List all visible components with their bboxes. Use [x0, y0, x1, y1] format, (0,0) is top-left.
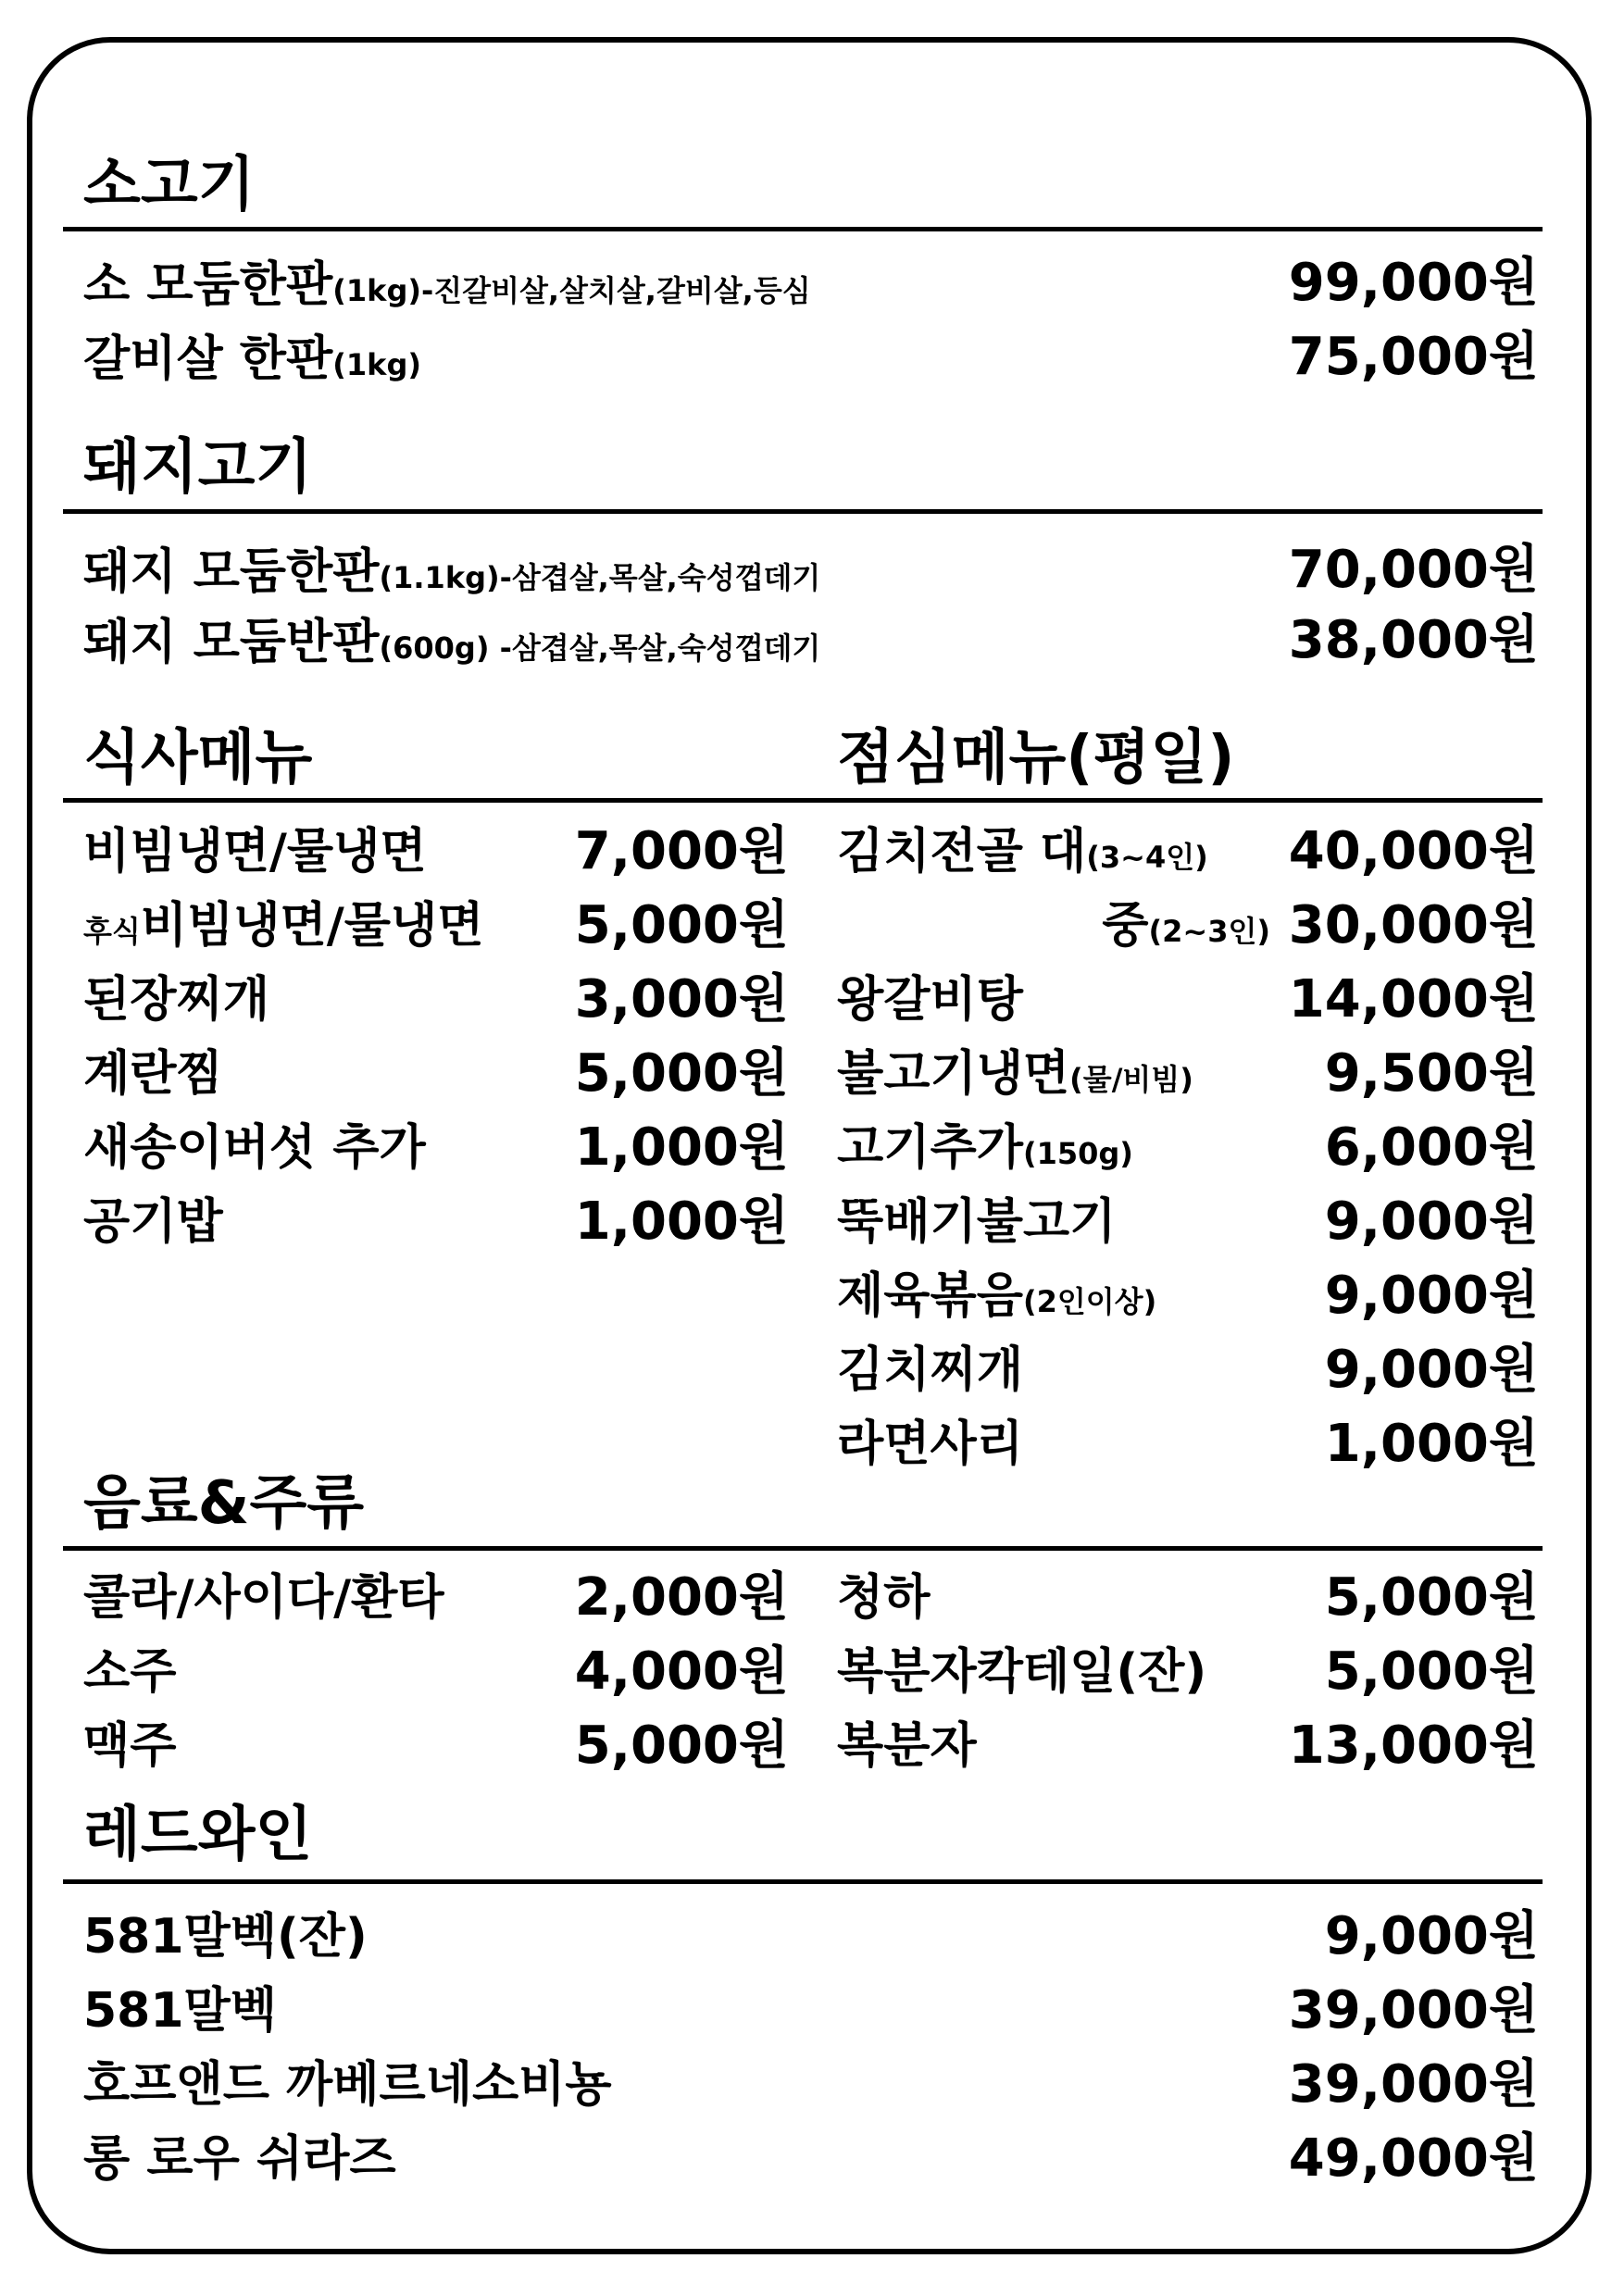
menu-price: 9,000원	[1324, 1340, 1539, 1400]
section-title-lunch: 점심메뉴(평일)	[837, 724, 1235, 792]
menu-item: 김치찌개	[837, 1342, 1023, 1398]
menu-item: 돼지 모둠반판(600g) -삼겹살,목살,숙성껍데기	[83, 615, 821, 670]
section-title-drinks: 음료&주류	[83, 1469, 365, 1538]
menu-item: 청하	[837, 1570, 931, 1626]
section-divider	[63, 1879, 1543, 1884]
menu-item: 롱 로우 쉬라즈	[83, 2131, 396, 2187]
menu-item: 불고기냉면(물/비빔)	[837, 1046, 1193, 1102]
menu-price: 9,000원	[1324, 1906, 1539, 1966]
menu-item: 581말벡	[83, 1983, 278, 2039]
section-divider	[63, 509, 1543, 514]
section-divider	[63, 227, 1543, 231]
menu-item: 돼지 모둠한판(1.1kg)-삼겹살,목살,숙성껍데기	[83, 544, 821, 600]
menu-item: 중(2~3인)	[1102, 898, 1270, 954]
menu-item: 뚝배기불고기	[837, 1194, 1117, 1250]
menu-item: 고기추가(150g)	[837, 1120, 1133, 1176]
menu-item: 맥주	[83, 1718, 177, 1774]
menu-price: 1,000원	[574, 1192, 789, 1252]
menu-price: 1,000원	[574, 1117, 789, 1178]
menu-price: 5,000원	[574, 1716, 789, 1776]
menu-item: 공기밥	[83, 1194, 223, 1250]
menu-item: 왕갈비탕	[837, 972, 1023, 1028]
menu-price: 9,500원	[1324, 1043, 1539, 1104]
menu-item: 소주	[83, 1644, 177, 1700]
section-title-meal: 식사메뉴	[83, 724, 313, 792]
menu-item: 호프앤드 까베르네소비뇽	[83, 2057, 612, 2113]
menu-item: 새송이버섯 추가	[83, 1120, 426, 1176]
menu-price: 39,000원	[1288, 2054, 1539, 2115]
section-divider	[63, 798, 1543, 803]
menu-price: 5,000원	[1324, 1567, 1539, 1628]
menu-item: 복분자칵테일(잔)	[837, 1644, 1207, 1700]
menu-price: 14,000원	[1288, 969, 1539, 1029]
menu-price: 9,000원	[1324, 1266, 1539, 1326]
menu-price: 39,000원	[1288, 1980, 1539, 2040]
menu-item: 581말벡(잔)	[83, 1909, 368, 1965]
menu-item: 라면사리	[837, 1416, 1023, 1472]
menu-price: 70,000원	[1288, 540, 1539, 600]
menu-price: 38,000원	[1288, 610, 1539, 670]
menu-price: 40,000원	[1288, 821, 1539, 881]
menu-price: 5,000원	[574, 1043, 789, 1104]
menu-item: 소 모둠한판(1kg)-진갈비살,살치살,갈비살,등심	[83, 257, 811, 313]
menu-item: 비빔냉면/물냉면	[83, 824, 427, 880]
menu-price: 7,000원	[574, 821, 789, 881]
menu-price: 75,000원	[1288, 327, 1539, 387]
menu-price: 5,000원	[1324, 1641, 1539, 1702]
menu-price: 5,000원	[574, 895, 789, 955]
menu-price: 99,000원	[1288, 253, 1539, 313]
menu-item: 제육볶음(2인이상)	[837, 1268, 1157, 1324]
menu-price: 13,000원	[1288, 1716, 1539, 1776]
menu-item: 김치전골 대(3~4인)	[837, 824, 1208, 880]
section-divider	[63, 1546, 1543, 1551]
menu-item: 계란찜	[83, 1046, 223, 1102]
menu-item: 복분자	[837, 1718, 977, 1774]
section-title-pork: 돼지고기	[83, 433, 313, 502]
section-title-beef: 소고기	[83, 151, 256, 219]
menu-price: 49,000원	[1288, 2128, 1539, 2189]
menu-price: 2,000원	[574, 1567, 789, 1628]
menu-price: 3,000원	[574, 969, 789, 1029]
menu-item: 콜라/사이다/환타	[83, 1570, 444, 1626]
menu-price: 9,000원	[1324, 1192, 1539, 1252]
menu-price: 30,000원	[1288, 895, 1539, 955]
menu-item: 된장찌개	[83, 972, 269, 1028]
menu-price: 6,000원	[1324, 1117, 1539, 1178]
menu-item: 후식비빔냉면/물냉면	[83, 898, 484, 954]
menu-price: 1,000원	[1324, 1414, 1539, 1474]
menu-price: 4,000원	[574, 1641, 789, 1702]
menu-item: 갈비살 한판(1kg)	[83, 331, 421, 387]
section-title-wine: 레드와인	[83, 1801, 313, 1869]
